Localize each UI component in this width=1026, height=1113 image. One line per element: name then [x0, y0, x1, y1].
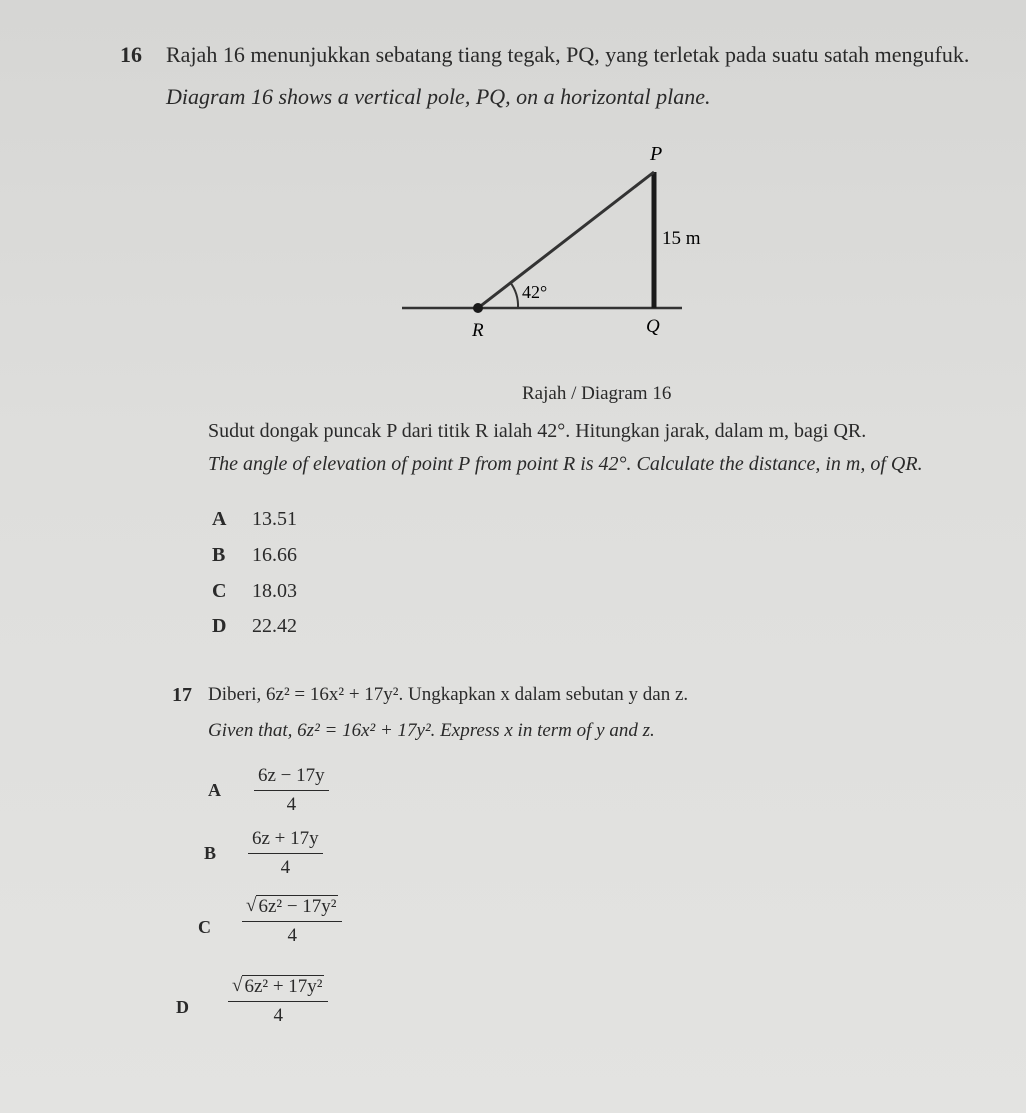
radical-sign: √	[232, 975, 243, 996]
option-fraction[interactable]	[242, 895, 342, 947]
question-17-text-english: Given that, 6z² = 16x² + 17y². Express x in term of y and z.	[208, 720, 655, 741]
question-17-text-malay: Diberi, 6z² = 16x² + 17y². Ungkapkan x dalam sebutan y dan z.	[208, 684, 689, 705]
option-fraction[interactable]	[228, 975, 328, 1027]
fraction-numerator	[228, 975, 328, 1002]
radical-sign: √	[246, 895, 257, 916]
option-letter[interactable]: A	[212, 508, 227, 530]
option-letter[interactable]: A	[208, 780, 221, 800]
question-16-text-malay: Rajah 16 menunjukkan sebatang tiang tegak, PQ, yang terletak pada suatu satah mengufuk.	[166, 42, 970, 67]
radicand: 6z² + 17y²	[244, 976, 323, 997]
line-of-sight-rp	[478, 172, 654, 308]
option-value[interactable]: 13.51	[252, 508, 297, 530]
option-value[interactable]: 18.03	[252, 580, 297, 602]
option-letter[interactable]: D	[212, 615, 227, 637]
fraction-numerator: 6z − 17y	[254, 765, 329, 791]
option-letter[interactable]: C	[212, 580, 227, 602]
fraction-denominator: 4	[280, 857, 291, 878]
fraction-numerator: 6z + 17y	[248, 828, 323, 854]
label-q: Q	[646, 316, 660, 337]
option-fraction[interactable]	[254, 765, 329, 816]
label-p: P	[650, 143, 663, 165]
square-root	[246, 895, 338, 918]
option-letter[interactable]: B	[212, 544, 226, 566]
question-17-number: 17	[172, 684, 192, 706]
fraction-denominator: 4	[273, 1005, 283, 1026]
fraction-denominator: 4	[287, 925, 297, 946]
option-fraction[interactable]	[248, 828, 323, 879]
fraction-denominator: 4	[286, 794, 297, 815]
fraction-numerator	[242, 895, 342, 922]
option-letter[interactable]: D	[176, 997, 189, 1017]
question-16-prompt-english: The angle of elevation of point P from point R is 42°. Calculate the distance, in m, of QR.	[208, 453, 923, 475]
question-16-number: 16	[120, 42, 142, 67]
question-16-prompt-malay: Sudut dongak puncak P dari titik R ialah 42°. Hitungkan jarak, dalam m, bagi QR.	[208, 420, 867, 442]
square-root	[232, 975, 324, 998]
option-letter[interactable]: B	[204, 843, 217, 863]
height-label: 15 m	[662, 228, 701, 249]
angle-label: 42°	[522, 282, 548, 302]
diagram-16	[390, 130, 710, 350]
radicand: 6z² − 17y²	[258, 896, 337, 917]
option-letter[interactable]: C	[198, 917, 211, 937]
option-value[interactable]: 22.42	[252, 615, 297, 637]
option-value[interactable]: 16.66	[252, 544, 297, 566]
diagram-caption: Rajah / Diagram 16	[522, 383, 672, 404]
label-r: R	[472, 320, 484, 341]
point-r-dot	[473, 303, 483, 313]
angle-arc	[510, 282, 518, 308]
question-16-text-english: Diagram 16 shows a vertical pole, PQ, on a horizontal plane.	[166, 84, 711, 109]
